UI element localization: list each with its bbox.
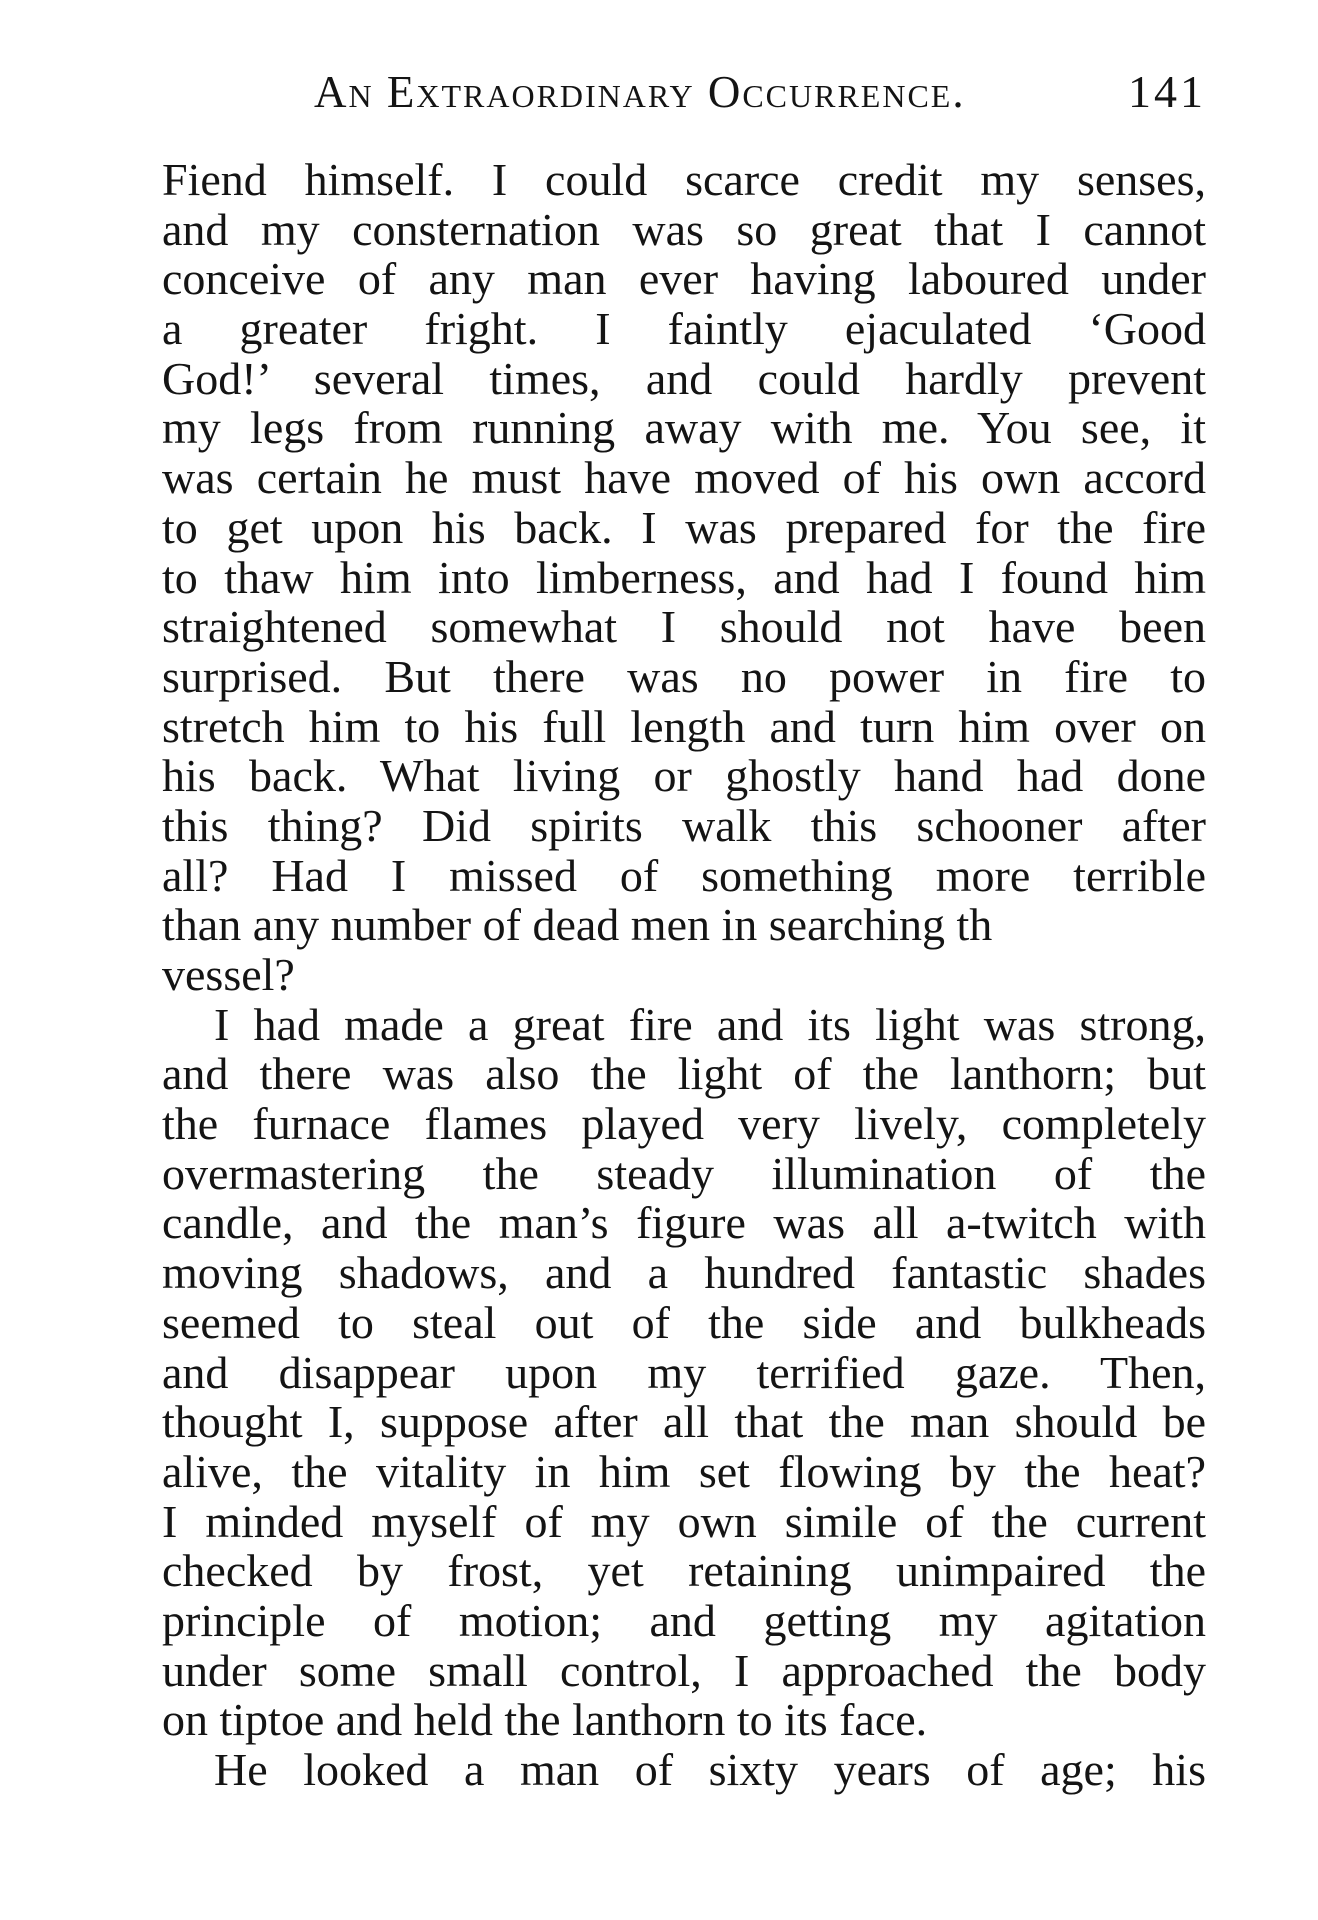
text-line: a greater fright. I faintly ejaculated ‘Good xyxy=(162,303,1206,355)
text-line: checked by frost, yet retaining unimpaired the xyxy=(162,1545,1206,1597)
text-line: and there was also the light of the lanthorn; but xyxy=(162,1048,1206,1100)
body-text xyxy=(162,155,1206,1795)
text-line: and my consternation was so great that I cannot xyxy=(162,203,1206,255)
text-line: to thaw him into limberness, and had I found him xyxy=(162,551,1206,603)
text-line: Fiend himself. I could scarce credit my senses, xyxy=(162,154,1206,205)
text-line: thought I, suppose after all that the man should be xyxy=(162,1396,1206,1448)
text-line: principle of motion; and getting my agitation xyxy=(162,1594,1206,1646)
page-number: 141 xyxy=(1128,66,1206,117)
text-line: was certain he must have moved of his own accord xyxy=(162,452,1206,504)
paragraph-end-line: vessel? xyxy=(162,949,295,1000)
text-line: overmastering the steady illumination of the xyxy=(162,1147,1206,1199)
text-line: this thing? Did spirits walk this schooner after xyxy=(162,799,1206,851)
text-line: and disappear upon my terrified gaze. Then, xyxy=(162,1346,1206,1398)
paragraph-first-line: He looked a man of sixty years of age; his xyxy=(214,1744,1206,1795)
text-line: straightened somewhat I should not have been xyxy=(162,601,1206,653)
text-line: than any number of dead men in searching th xyxy=(162,899,993,951)
running-head xyxy=(162,62,1206,122)
text-line: to get upon his back. I was prepared for the fire xyxy=(162,501,1206,553)
text-line: alive, the vitality in him set flowing by the heat? xyxy=(162,1445,1206,1497)
text-line: conceive of any man ever having laboured under xyxy=(162,253,1206,305)
text-line: moving shadows, and a hundred fantastic shades xyxy=(162,1247,1206,1299)
text-line: stretch him to his full length and turn him over on xyxy=(162,700,1206,752)
text-line: his back. What living or ghostly hand had done xyxy=(162,750,1206,802)
text-line: under some small control, I approached the body xyxy=(162,1644,1206,1696)
paragraph-end-line: on tiptoe and held the lanthorn to its face. xyxy=(162,1694,928,1746)
text-line: God!’ several times, and could hardly prevent xyxy=(162,352,1206,404)
paragraph-first-line: I had made a great fire and its light was strong, xyxy=(214,998,1206,1050)
text-line: candle, and the man’s figure was all a-twitch with xyxy=(162,1197,1206,1249)
text-line: I minded myself of my own simile of the current xyxy=(162,1495,1206,1547)
text-line: the furnace flames played very lively, completely xyxy=(162,1098,1206,1150)
text-line: my legs from running away with me. You see, it xyxy=(162,402,1206,454)
text-line: surprised. But there was no power in fire to xyxy=(162,650,1206,702)
running-title: An Extraordinary Occurrence. xyxy=(314,67,966,117)
text-line: all? Had I missed of something more terrible xyxy=(162,849,1206,901)
text-line: seemed to steal out of the side and bulkheads xyxy=(162,1296,1206,1348)
